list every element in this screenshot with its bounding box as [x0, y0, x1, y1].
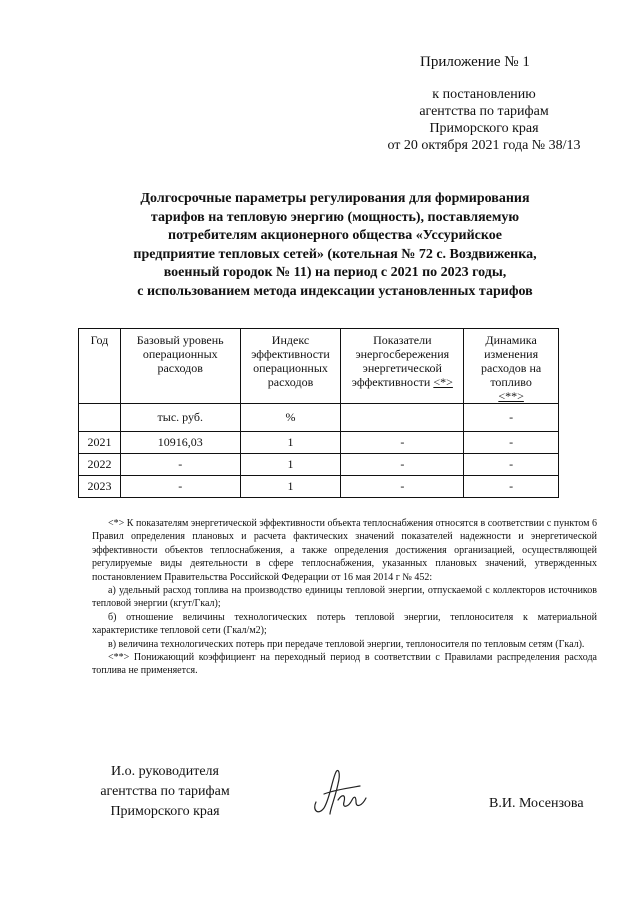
parameters-table	[78, 328, 559, 498]
header-year	[79, 329, 121, 404]
table-row	[79, 432, 559, 454]
title-line: потребителям акционерного общества «Уссурийское	[168, 228, 502, 244]
cell-fuel: -	[464, 454, 559, 476]
header-text-with-mark	[341, 375, 463, 389]
header-year-label: Год	[90, 333, 109, 347]
decree-line: от 20 октября 2021 года № 38/13	[387, 138, 581, 153]
cell-index: 1	[240, 432, 341, 454]
header-text: операционных	[142, 347, 218, 361]
header-base-level	[120, 329, 240, 404]
cell-base: -	[120, 454, 240, 476]
unit-cell: %	[240, 404, 341, 432]
footnote-mark: <*>	[433, 375, 453, 389]
document-title	[90, 190, 580, 302]
cell-year: 2023	[79, 476, 121, 498]
footnote-text: в) величина технологических потерь при передаче тепловой энергии, теплоносителя по тепловым сетям (Гкал).	[108, 638, 585, 650]
cell-energy: -	[341, 476, 464, 498]
header-text: операционных	[253, 361, 328, 375]
title-line: Долгосрочные параметры регулирования для формирования	[140, 191, 530, 206]
signatory-position	[90, 762, 240, 822]
header-text: Динамика изменения	[484, 333, 539, 361]
header-fuel-dynamics	[464, 329, 559, 404]
position-line: Приморского края	[110, 804, 220, 819]
signatory-name: В.И. Мосензова	[489, 796, 584, 811]
cell-energy: -	[341, 432, 464, 454]
header-text: Индекс	[271, 333, 310, 347]
cell-base: 10916,03	[120, 432, 240, 454]
header-energy-saving	[341, 329, 464, 404]
handwritten-signature	[308, 764, 378, 820]
header-text: Базовый уровень	[136, 333, 224, 347]
decree-line: агентства по тарифам	[419, 104, 549, 119]
title-line: тарифов на тепловую энергию (мощность), поставляемую	[150, 209, 520, 225]
cell-index: 1	[240, 454, 341, 476]
table-units-row	[79, 404, 559, 432]
footnote-text: <**> Понижающий коэффициент на переходный период в соответствии с Правилами распределения расхода топлива не применяется.	[92, 652, 597, 677]
decree-line: Приморского края	[429, 121, 539, 136]
header-text: эффективности	[251, 347, 330, 361]
cell-energy: -	[341, 454, 464, 476]
cell-index: 1	[240, 476, 341, 498]
cell-fuel: -	[464, 476, 559, 498]
footnotes	[92, 517, 597, 678]
title-line: с использованием метода индексации установленных тарифов	[137, 283, 533, 299]
unit-cell	[341, 404, 464, 432]
footnote-mark: <**>	[498, 389, 524, 403]
cell-year: 2022	[79, 454, 121, 476]
decree-line: к постановлению	[432, 87, 536, 102]
title-line: военный городок № 11) на период с 2021 по 2023 годы,	[163, 265, 507, 281]
unit-cell: тыс. руб.	[120, 404, 240, 432]
title-line: предприятие тепловых сетей» (котельная № 72 с. Воздвиженка,	[133, 246, 537, 262]
table-header-row	[79, 329, 559, 404]
cell-base: -	[120, 476, 240, 498]
footnote-text: б) отношение величины технологических потерь тепловой энергии, теплоносителя к материальной характеристике тепловой сети (Гкал/м2);	[92, 611, 597, 637]
header-text: расходов	[157, 361, 203, 375]
position-line: агентства по тарифам	[100, 784, 230, 799]
header-text: эффективности	[351, 375, 431, 389]
header-text: энергосбережения	[355, 347, 450, 361]
header-efficiency-index	[240, 329, 341, 404]
footnote-text: а) удельный расход топлива на производство единицы тепловой энергии, отпускаемой с коллекторов источников тепловой энергии (кгут/Гкал);	[92, 585, 597, 610]
cell-year: 2021	[79, 432, 121, 454]
decree-reference	[376, 86, 592, 154]
position-line: И.о. руководителя	[110, 764, 219, 779]
cell-fuel: -	[464, 432, 559, 454]
header-text: энергетической	[362, 361, 442, 375]
appendix-label: Приложение № 1	[420, 54, 530, 70]
header-text: расходов на топливо	[481, 361, 542, 389]
unit-cell	[79, 404, 121, 432]
unit-cell: -	[464, 404, 559, 432]
header-text: расходов	[267, 375, 314, 389]
header-text: Показатели	[373, 333, 432, 347]
table-row	[79, 476, 559, 498]
table-row	[79, 454, 559, 476]
footnote-text: <*> К показателям энергетической эффективности объекта теплоснабжения относятся в соответствии с пунктом 6 Правил определения плановых и расчета фактических значений показателей надежности и энергетической эффективности объектов теплоснабжения, а также определения достижения организацией, осуществляющей регулируемые виды деятельности в сфере теплоснабжения, указанных плановых значений, утвержденных постановлением Правительства Российской Федерации от 16 мая 2014 г № 452:	[92, 518, 597, 583]
